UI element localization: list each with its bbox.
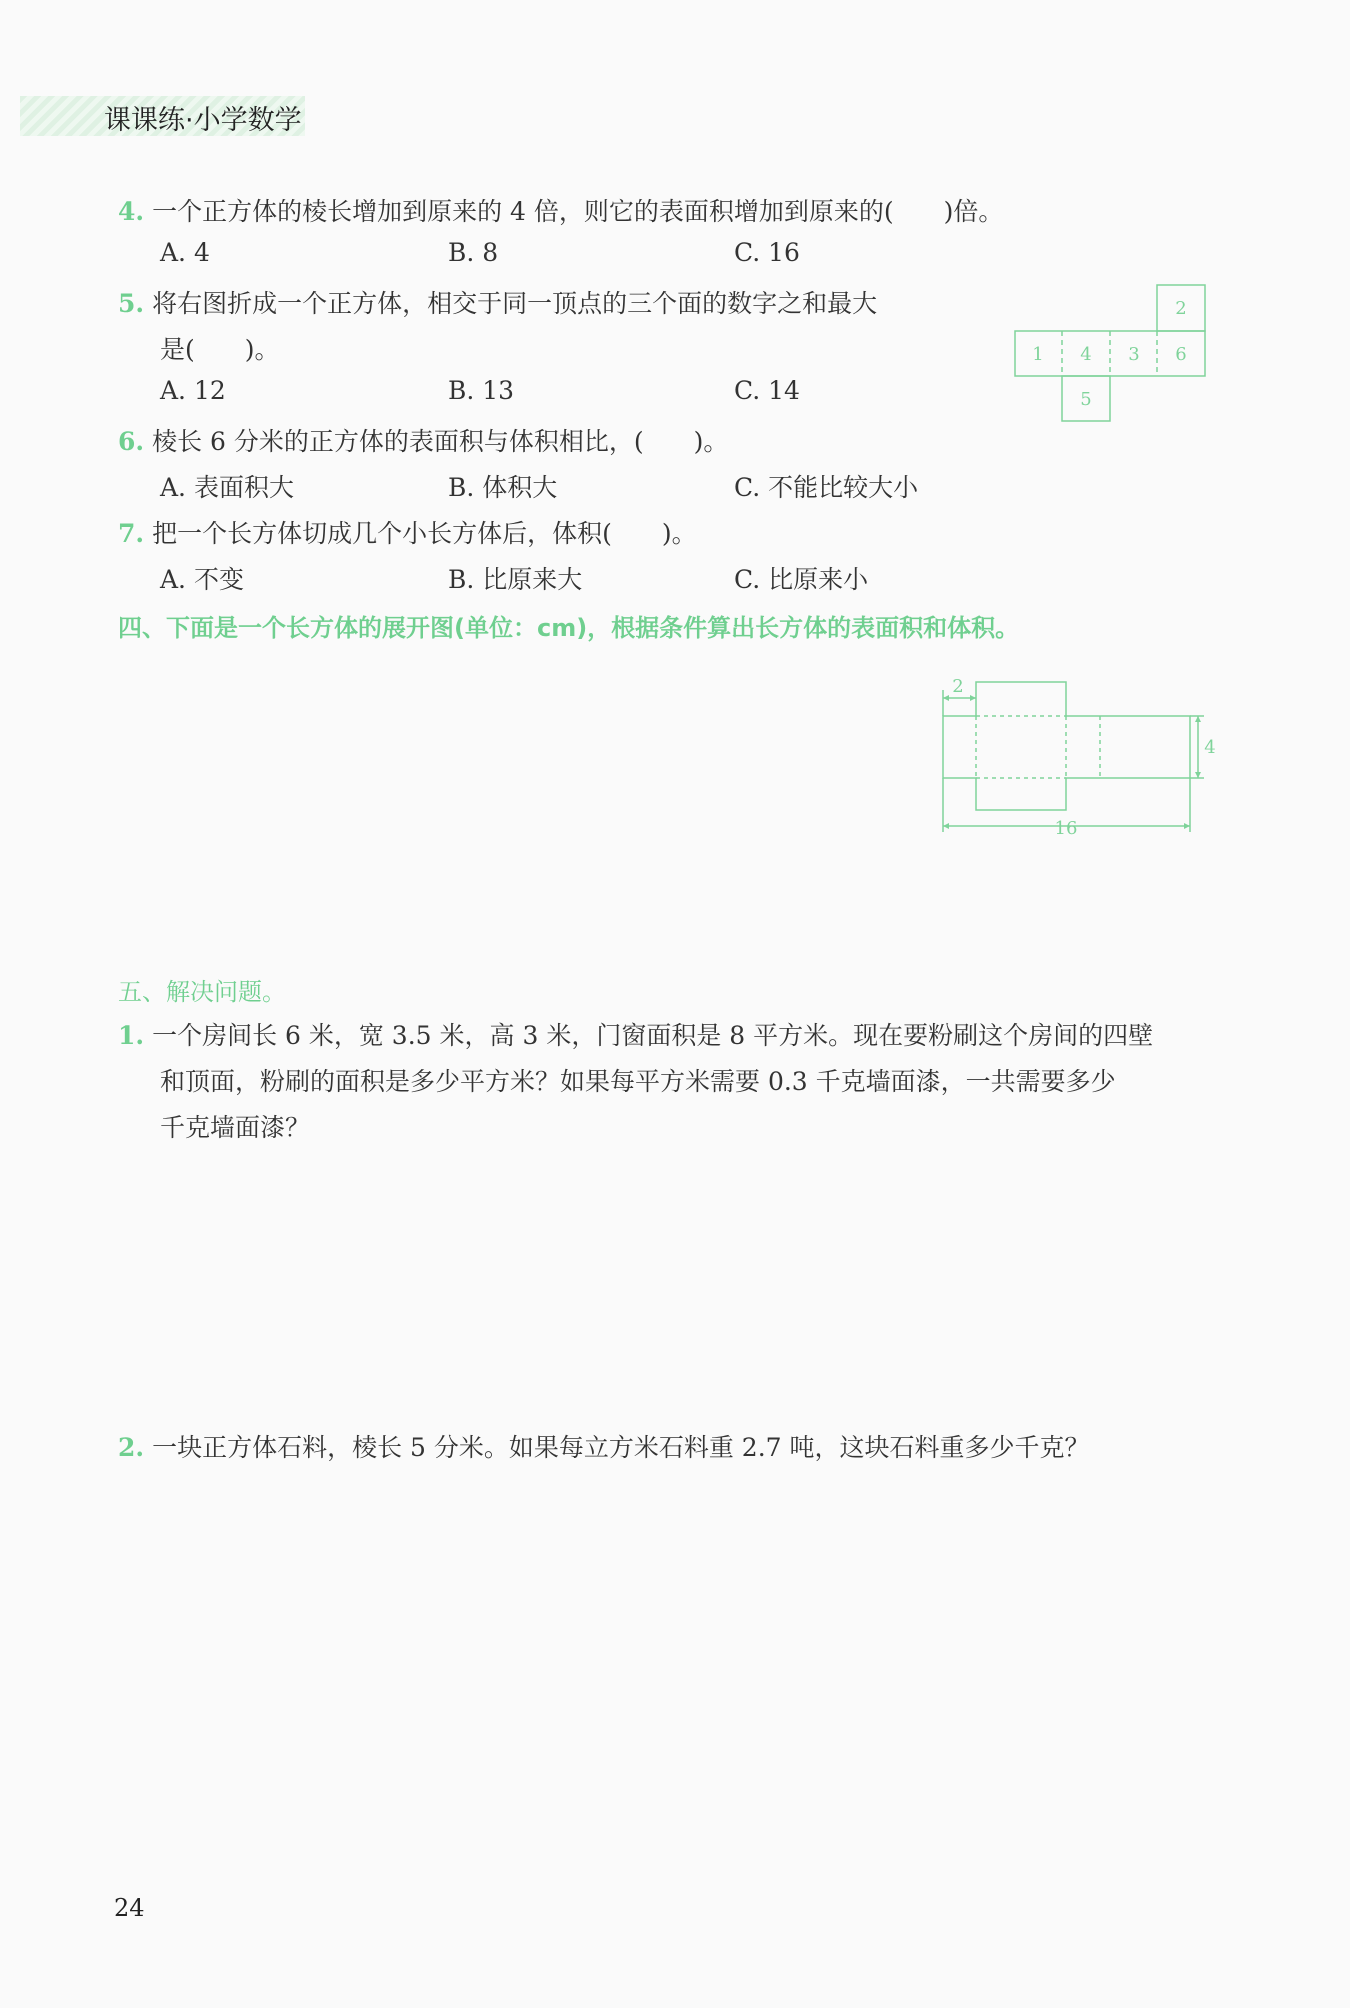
question-4	[118, 192, 1003, 228]
option-a: A. 4	[160, 238, 210, 267]
face-label: 6	[1175, 344, 1187, 365]
box-net-figure	[940, 672, 1220, 844]
face-label: 5	[1080, 389, 1092, 410]
problem-number: 2.	[118, 1433, 145, 1462]
section-4-title: 四、下面是一个长方体的展开图(单位：cm)，根据条件算出长方体的表面积和体积。	[118, 614, 1020, 642]
problem-text: 一个房间长 6 米，宽 3.5 米，高 3 米，门窗面积是 8 平方米。现在要粉刷这个房间的四壁	[152, 1021, 1154, 1050]
face-label: 3	[1128, 344, 1140, 365]
page-number: 24	[114, 1894, 145, 1922]
problem-number: 1.	[118, 1021, 145, 1050]
face-label: 2	[1175, 298, 1187, 319]
question-text: 把一个长方体切成几个小长方体后，体积( )。	[152, 519, 697, 548]
face-label: 4	[1080, 344, 1092, 365]
question-number: 6.	[118, 427, 145, 456]
dimension-label-4: 4	[1204, 737, 1216, 758]
question-number: 7.	[118, 519, 145, 548]
header-title: 课课练·小学数学	[104, 105, 302, 136]
option-a: A. 不变	[160, 565, 244, 594]
dimension-label-16: 16	[1054, 818, 1078, 839]
question-5	[118, 284, 877, 320]
question-text-line2: 是( )。	[160, 335, 280, 364]
question-text: 将右图折成一个正方体，相交于同一顶点的三个面的数字之和最大	[152, 289, 878, 318]
option-c: C. 16	[734, 238, 800, 267]
question-number: 4.	[118, 197, 145, 226]
problem-text-line3: 千克墙面漆？	[160, 1113, 311, 1142]
dimension-label-2: 2	[952, 676, 964, 697]
option-b: B. 比原来大	[448, 565, 583, 594]
option-c: C. 比原来小	[734, 565, 869, 594]
option-a: A. 12	[160, 376, 226, 405]
option-b: B. 13	[448, 376, 515, 405]
option-a: A. 表面积大	[160, 473, 294, 502]
question-text: 棱长 6 分米的正方体的表面积与体积相比，( )。	[152, 427, 729, 456]
problem-text-line2: 和顶面，粉刷的面积是多少平方米？如果每平方米需要 0.3 千克墙面漆，一共需要多少	[160, 1067, 1116, 1096]
option-c: C. 14	[734, 376, 800, 405]
option-b: B. 8	[448, 238, 499, 267]
cube-net-figure	[1014, 282, 1214, 424]
problem-1	[118, 1016, 1153, 1052]
question-text: 一个正方体的棱长增加到原来的 4 倍，则它的表面积增加到原来的( )倍。	[152, 197, 1004, 226]
face-label: 1	[1032, 344, 1044, 365]
problem-2	[118, 1428, 1090, 1464]
section-5-title: 五、解决问题。	[118, 978, 286, 1006]
option-c: C. 不能比较大小	[734, 473, 919, 502]
question-7	[118, 514, 697, 550]
problem-text: 一块正方体石料，棱长 5 分米。如果每立方米石料重 2.7 吨，这块石料重多少千克？	[152, 1433, 1090, 1462]
question-number: 5.	[118, 289, 145, 318]
question-6	[118, 422, 728, 458]
option-b: B. 体积大	[448, 473, 558, 502]
